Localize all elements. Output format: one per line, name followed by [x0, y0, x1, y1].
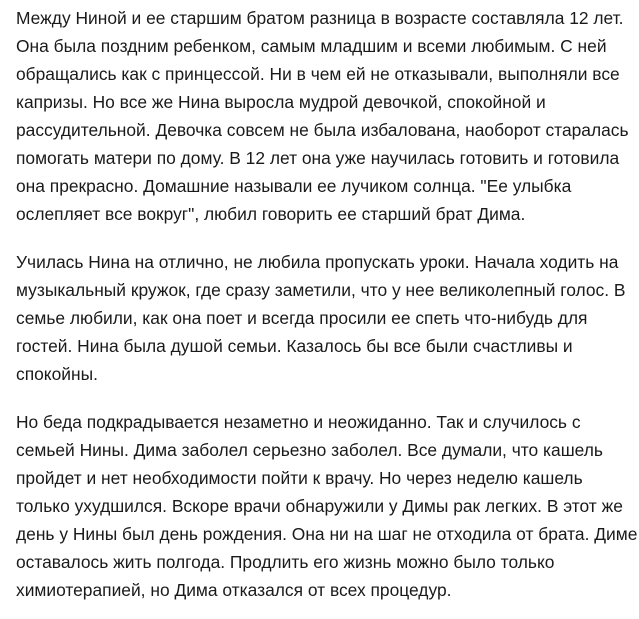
text-line: семьей Нины. Дима заболел серьезно заболел. Все думали, что кашель	[16, 440, 603, 460]
text-line: химиотерапией, но Дима отказался от всех процедур.	[16, 580, 452, 600]
text-line: пройдет и нет необходимости пойти к врачу. Но через неделю кашель	[16, 468, 583, 488]
text-line: Училась Нина на отлично, не любила пропускать уроки. Начала ходить на	[16, 252, 619, 272]
text-line: только ухудшился. Вскоре врачи обнаружили у Димы рак легких. В этот же	[16, 496, 623, 516]
text-line: оставалось жить полгода. Продлить его жизнь можно было только	[16, 552, 555, 572]
text-line: Она была поздним ребенком, самым младшим и всеми любимым. С ней	[16, 36, 607, 56]
text-line: гостей. Нина была душой семьи. Казалось бы все были счастливы и	[16, 336, 573, 356]
text-line: день у Нины был день рождения. Она ни на шаг не отходила от брата. Диме	[16, 524, 638, 544]
paragraph-2	[16, 248, 629, 388]
text-line: Между Ниной и ее старшим братом разница в возрасте составляла 12 лет.	[16, 8, 624, 28]
text-line: она прекрасно. Домашние называли ее лучиком солнца. "Ее улыбка	[16, 176, 572, 196]
text-line: помогать матери по дому. В 12 лет она уже научилась готовить и готовила	[16, 148, 620, 168]
text-line: обращались как с принцессой. Ни в чем ей не отказывали, выполняли все	[16, 64, 620, 84]
text-line: ослепляет все вокруг", любил говорить ее старший брат Дима.	[16, 204, 526, 224]
paragraph-1	[16, 4, 629, 228]
text-line: спокойны.	[16, 364, 98, 384]
text-line: капризы. Но все же Нина выросла мудрой девочкой, спокойной и	[16, 92, 546, 112]
text-line: Но беда подкрадывается незаметно и неожиданно. Так и случилось с	[16, 412, 581, 432]
text-line: семье любили, как она поет и всегда просили ее спеть что-нибудь для	[16, 308, 588, 328]
text-line: музыкальный кружок, где сразу заметили, что у нее великолепный голос. В	[16, 280, 626, 300]
paragraph-3	[16, 408, 638, 604]
text-line: рассудительной. Девочка совсем не была избалована, наоборот старалась	[16, 120, 629, 140]
